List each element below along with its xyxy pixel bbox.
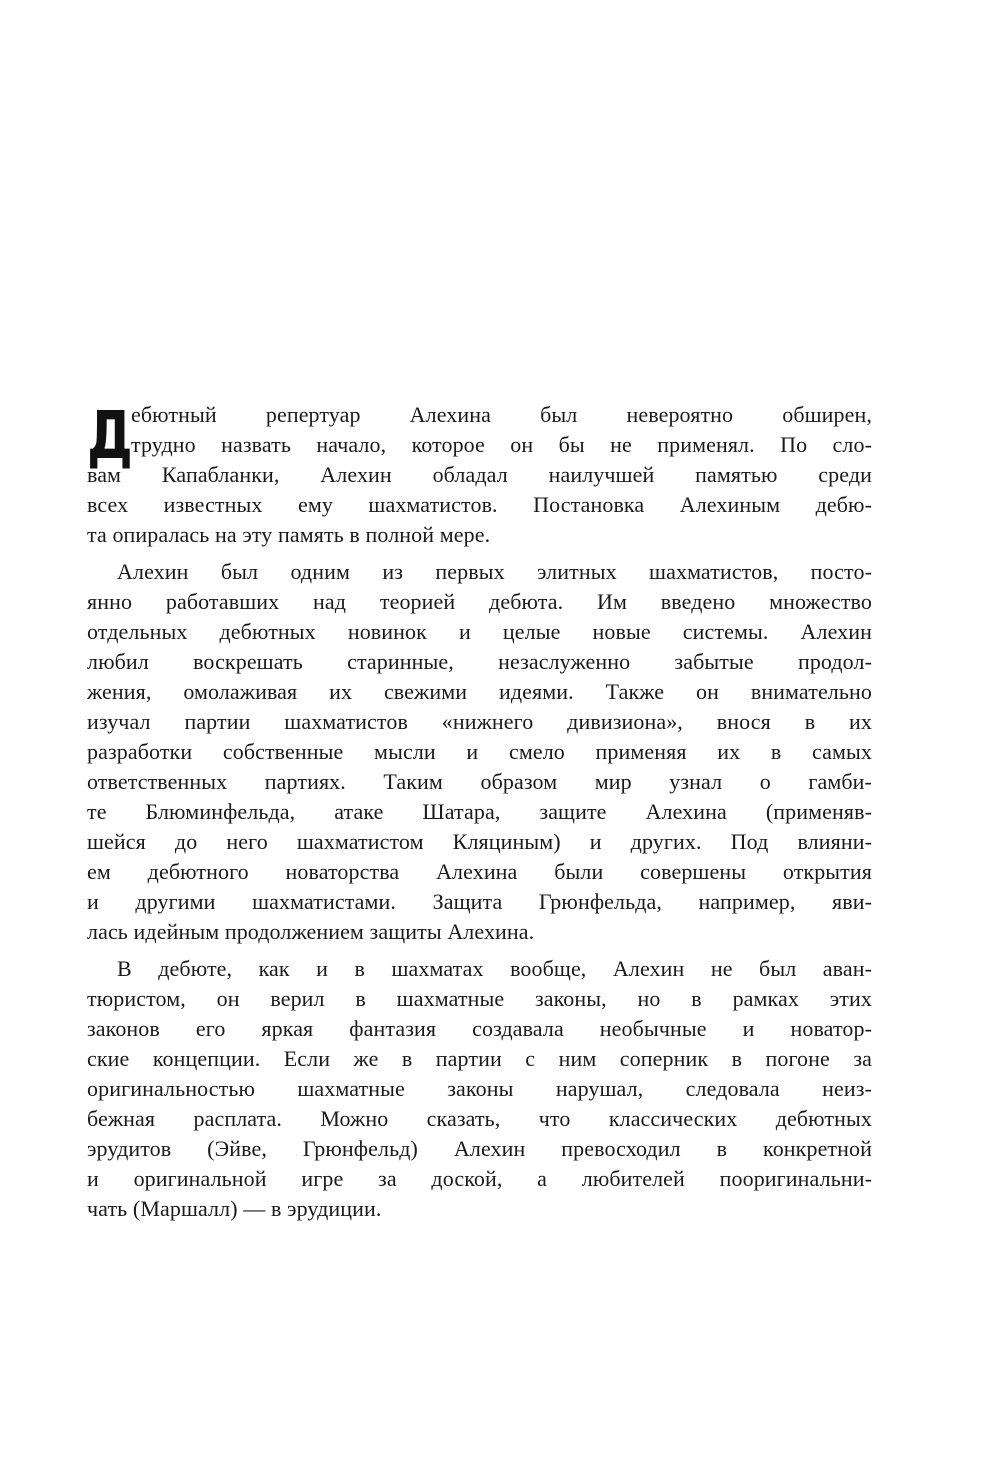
- drop-cap: Д: [87, 397, 133, 474]
- text-line: оригинальностью шахматные законы нарушал, следовала неиз-: [87, 1076, 872, 1101]
- paragraph-2: [87, 557, 872, 947]
- text-line: ские концепции. Если же в партии с ним соперник в погоне за: [87, 1046, 872, 1071]
- text-line: В дебюте, как и в шахматах вообще, Алехин не был аван-: [117, 956, 872, 981]
- text-line: та опиралась на эту память в полной мере.: [87, 522, 491, 547]
- text-line: тюристом, он верил в шахматные законы, но в рамках этих: [87, 986, 872, 1011]
- text-line: жения, омолаживая их свежими идеями. Также он внимательно: [87, 679, 872, 704]
- text-line: чать (Маршалл) — в эрудиции.: [87, 1196, 382, 1221]
- text-line: законов его яркая фантазия создавала необычные и новатор-: [87, 1016, 872, 1041]
- paragraph-1: [87, 397, 872, 550]
- text-line: ебютный репертуар Алехина был невероятно обширен,: [131, 402, 872, 427]
- paragraph-3: [87, 954, 872, 1224]
- text-line: всех известных ему шахматистов. Постановка Алехиным дебю-: [87, 492, 872, 517]
- text-line: разработки собственные мысли и смело применяя их в самых: [87, 739, 872, 764]
- body-text: [87, 397, 872, 1224]
- text-line: отдельных дебютных новинок и целые новые системы. Алехин: [87, 619, 872, 644]
- text-line: и другими шахматистами. Защита Грюнфельда, например, яви-: [87, 889, 872, 914]
- text-line: вам Капабланки, Алехин обладал наилучшей памятью среди: [87, 462, 872, 487]
- text-line: эрудитов (Эйве, Грюнфельд) Алехин превосходил в конкретной: [87, 1136, 872, 1161]
- text-line: ответственных партиях. Таким образом мир узнал о гамби-: [87, 769, 872, 794]
- text-line: лась идейным продолжением защиты Алехина.: [87, 919, 535, 944]
- text-line: трудно назвать начало, которое он бы не применял. По сло-: [131, 432, 872, 457]
- text-line: Алехин был одним из первых элитных шахматистов, посто-: [117, 559, 872, 584]
- text-line: и оригинальной игре за доской, а любителей пооригинальни-: [87, 1166, 872, 1191]
- text-line: шейся до него шахматистом Кляциным) и других. Под влияни-: [87, 829, 872, 854]
- text-line: бежная расплата. Можно сказать, что классических дебютных: [87, 1106, 872, 1131]
- text-line: любил воскрешать старинные, незаслуженно забытые продол-: [87, 649, 872, 674]
- text-line: те Блюминфельда, атаке Шатара, защите Алехина (применяв-: [87, 799, 872, 824]
- text-line: ем дебютного новаторства Алехина были совершены открытия: [87, 859, 872, 884]
- text-line: изучал партии шахматистов «нижнего дивизиона», внося в их: [87, 709, 872, 734]
- text-line: янно работавших над теорией дебюта. Им введено множество: [87, 589, 872, 614]
